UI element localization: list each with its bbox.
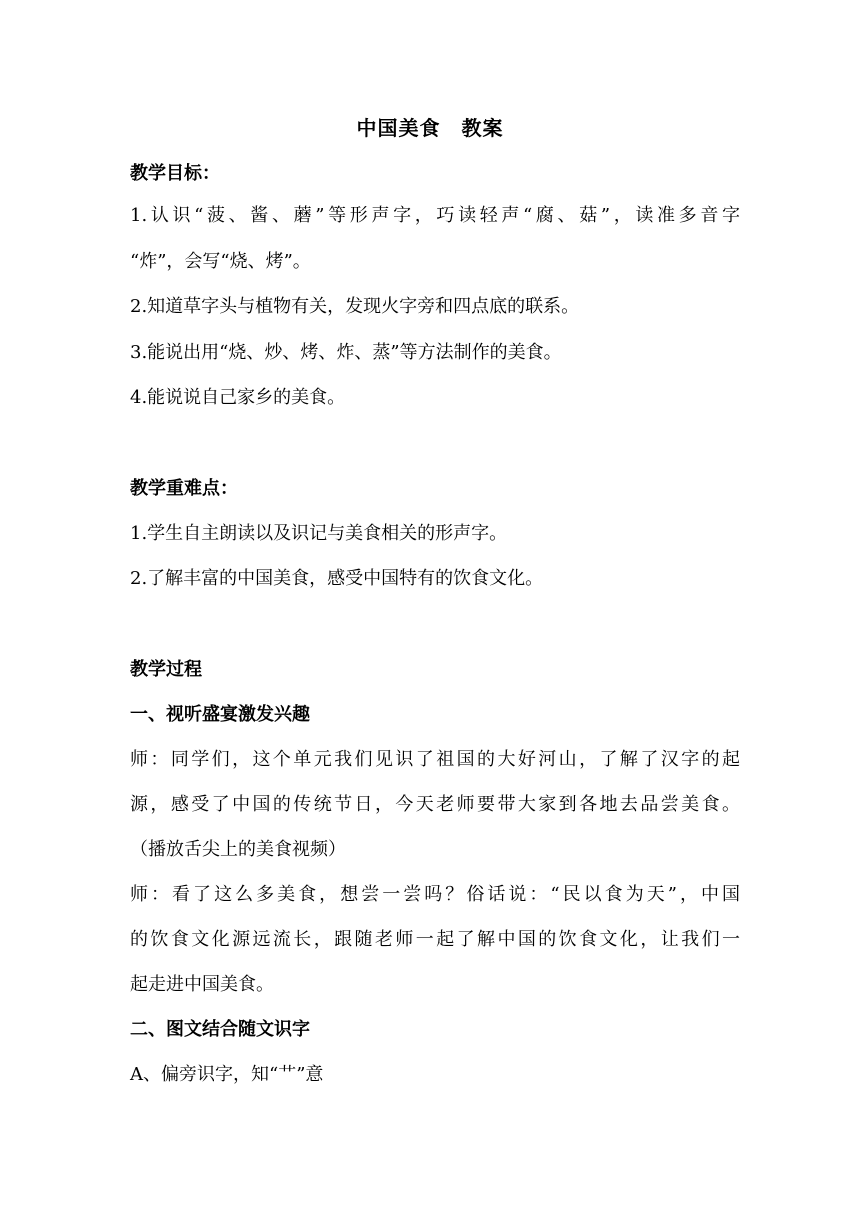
objectives-heading: 教学目标： xyxy=(130,163,220,184)
objective-item-1-continued: “炸”，会写“烧、烤”。 xyxy=(130,251,311,272)
section-1-line-2: 源，感受了中国的传统节日，今天老师要带大家到各地去品尝美食。 xyxy=(130,794,740,815)
process-heading: 教学过程 xyxy=(130,659,202,680)
objective-item-2: 2.知道草字头与植物有关，发现火字旁和四点底的联系。 xyxy=(130,296,580,317)
section-1-line-4: 师：看了这么多美食，想尝一尝吗？俗话说：“民以食为天”，中国 xyxy=(130,884,740,905)
section-1-line-3: （播放舌尖上的美食视频） xyxy=(130,839,346,860)
key-point-item-2: 2.了解丰富的中国美食，感受中国特有的饮食文化。 xyxy=(130,568,544,589)
objective-item-1: 1.认识“菠、酱、蘑”等形声字，巧读轻声“腐、菇”，读准多音字 xyxy=(130,205,740,226)
document-title: 中国美食 教案 xyxy=(356,116,504,140)
section-2-heading: 二、图文结合随文识字 xyxy=(130,1019,310,1040)
objective-item-4: 4.能说说自己家乡的美食。 xyxy=(130,387,346,408)
key-points-heading: 教学重难点： xyxy=(130,478,238,499)
section-2-line-1: A、偏旁识字，知“艹”意 xyxy=(130,1064,324,1085)
section-1-line-1: 师：同学们，这个单元我们见识了祖国的大好河山，了解了汉字的起 xyxy=(130,749,740,770)
section-1-line-6: 起走进中国美食。 xyxy=(130,974,274,995)
section-1-heading: 一、视听盛宴激发兴趣 xyxy=(130,704,310,725)
key-point-item-1: 1.学生自主朗读以及识记与美食相关的形声字。 xyxy=(130,523,508,544)
section-1-line-5: 的饮食文化源远流长，跟随老师一起了解中国的饮食文化，让我们一 xyxy=(130,929,740,950)
objective-item-3: 3.能说出用“烧、炒、烤、炸、蒸”等方法制作的美食。 xyxy=(130,342,562,363)
